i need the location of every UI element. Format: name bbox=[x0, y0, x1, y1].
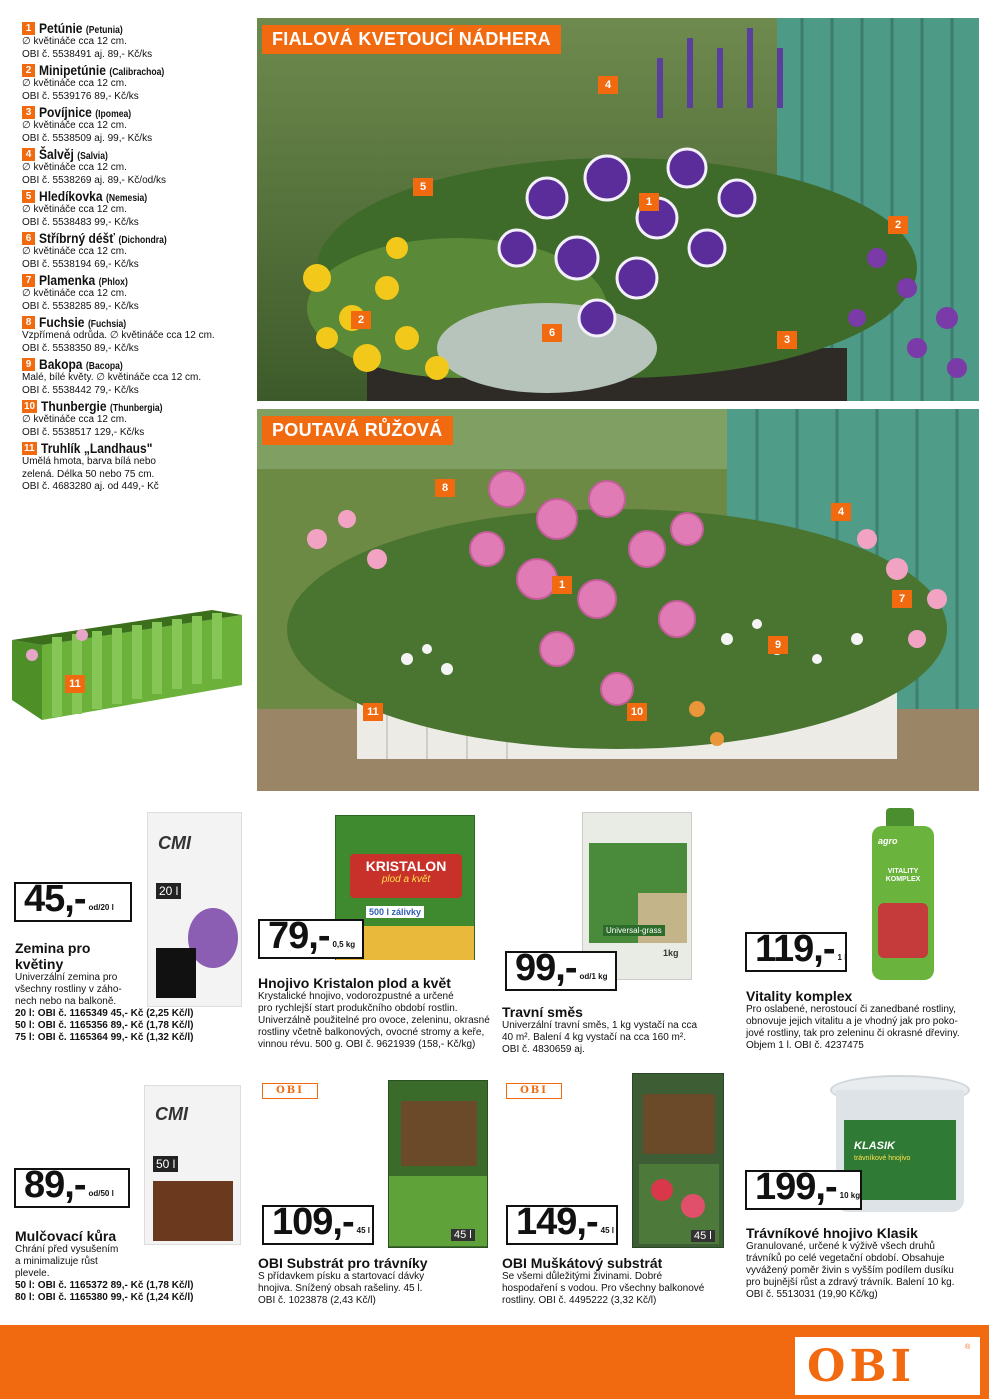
photo-badge: 3 bbox=[777, 331, 797, 349]
plant-detail-line: OBI č. 5538483 99,- Kč/ks bbox=[22, 216, 139, 228]
plant-detail-line: OBI č. 5538285 89,- Kč/ks bbox=[22, 300, 139, 312]
plant-item bbox=[22, 440, 257, 494]
plant-name: Bakopa (Bacopa) bbox=[39, 356, 123, 372]
plant-detail-line: ∅ květináče cca 12 cm. bbox=[22, 78, 127, 89]
trough-badge: 11 bbox=[65, 675, 85, 693]
plant-detail-line: ∅ květináče cca 12 cm. bbox=[22, 36, 127, 47]
plant-latin-name: (Fuchsia) bbox=[87, 319, 127, 330]
plant-detail-line: OBI č. 5538517 129,- Kč/ks bbox=[22, 426, 145, 438]
plant-detail-line: zelená. Délka 50 nebo 75 cm. bbox=[22, 468, 155, 480]
plant-number-badge: 10 bbox=[24, 400, 36, 412]
plant-name: Petúnie (Petunia) bbox=[39, 20, 123, 36]
klasik-bucket: KLASIK trávníkové hnojivo bbox=[830, 1075, 970, 1215]
grass-bag: Universal-grass 1kg bbox=[582, 812, 692, 980]
photo-violet-planter bbox=[257, 18, 979, 401]
plant-detail-line: Vzpřímená odrůda. ∅ květináče cca 12 cm. bbox=[22, 330, 215, 341]
plant-latin-name: (Phlox) bbox=[98, 277, 128, 288]
photo-badge: 8 bbox=[435, 479, 455, 497]
zemina-info: Zemina pro květiny Univerzální zemina pro všechny rostliny v záho- nech nebo na balkoně. 20 l: OBI č. 1165349 45,- Kč (2,25 Kč/l) 50 l: OBI č. 1165356 89,- Kč (1,78 Kč/l) 75 l: OBI č. 1165364 99,- Kč (1,32 Kč/l) bbox=[15, 940, 194, 1043]
plant-item bbox=[22, 188, 257, 229]
plant-latin-name: (Calibrachoa) bbox=[109, 67, 165, 78]
geranium-substrate-bag: 45 l bbox=[632, 1073, 724, 1248]
lawn-substrate-bag: 45 l bbox=[388, 1080, 488, 1248]
plant-detail-line: OBI č. 5538350 89,- Kč/ks bbox=[22, 342, 139, 354]
vitality-info: Vitality komplex Pro oslabené, nerostoucí či zanedbané rostliny, obnovuje jejich vitalitu a je vhodný jak pro poko- jové rostliny, tak pro zeleninu či okrasné dřeviny. Objem 1 l. OBI č. 4237475 bbox=[746, 988, 960, 1051]
plant-detail-line: ∅ květináče cca 12 cm. bbox=[22, 246, 127, 257]
photo-badge: 2 bbox=[351, 311, 371, 329]
bark-info: Mulčovací kůra Chrání před vysušením a minimalizuje růst plevele. 50 l: OBI č. 1165372 89,- Kč (1,78 Kč/l) 80 l: OBI č. 1165380 99,- Kč (1,24 Kč/l) bbox=[15, 1228, 194, 1303]
vitality-price: 119,- 1 l bbox=[745, 932, 847, 972]
plant-detail-line: ∅ květináče cca 12 cm. bbox=[22, 162, 127, 173]
plant-name: Hledíkovka (Nemesia) bbox=[39, 188, 148, 204]
bark-bag: CMI 50 l bbox=[144, 1085, 241, 1245]
photo-badge: 11 bbox=[363, 703, 383, 721]
lawn-substrate-info: OBI Substrát pro trávníky S přídavkem písku a startovací dávky hnojiva. Snížený obsah rašeliny. 45 l. OBI č. 1023878 (2,43 Kč/l) bbox=[258, 1255, 428, 1306]
plant-latin-name: (Ipomea) bbox=[95, 109, 132, 120]
plant-list bbox=[22, 20, 257, 495]
kristalon-price: 79,- 0,5 kg bbox=[258, 919, 364, 959]
zemina-price: 45,- od/20 l bbox=[14, 882, 132, 922]
lawn-substrate-price: 109,- 45 l bbox=[262, 1205, 374, 1245]
plant-detail-line: OBI č. 5538491 aj. 89,- Kč/ks bbox=[22, 48, 153, 60]
obi-logo[interactable]: OBI bbox=[807, 1341, 916, 1392]
grass-price: 99,- od/1 kg bbox=[505, 951, 617, 991]
obi-mini-badge: OBI bbox=[506, 1083, 562, 1099]
photo-badge: 7 bbox=[892, 590, 912, 608]
photo-badge: 4 bbox=[598, 76, 618, 94]
plant-detail-line: ∅ květináče cca 12 cm. bbox=[22, 204, 127, 215]
plant-latin-name: (Bacopa) bbox=[85, 361, 123, 372]
photo-badge: 6 bbox=[542, 324, 562, 342]
plant-number-badge: 5 bbox=[22, 190, 35, 203]
kristalon-box: KRISTALON plod a květ 500 l zálivky bbox=[335, 815, 475, 960]
photo-badge: 4 bbox=[831, 503, 851, 521]
photo-badge: 2 bbox=[888, 216, 908, 234]
bark-price: 89,- od/50 l bbox=[14, 1168, 130, 1208]
plant-item bbox=[22, 62, 257, 103]
plant-latin-name: (Thunbergia) bbox=[110, 403, 163, 414]
plant-item bbox=[22, 146, 257, 187]
plant-detail-line: ∅ květináče cca 12 cm. bbox=[22, 120, 127, 131]
plant-latin-name: (Nemesia) bbox=[106, 193, 148, 204]
plant-name: Fuchsie (Fuchsia) bbox=[39, 314, 127, 330]
plant-item bbox=[22, 398, 257, 439]
plant-number-badge: 6 bbox=[22, 232, 35, 245]
plant-detail-line: OBI č. 5538442 79,- Kč/ks bbox=[22, 384, 139, 396]
plant-detail-line: ∅ květináče cca 12 cm. bbox=[22, 288, 127, 299]
plant-detail-line: ∅ květináče cca 12 cm. bbox=[22, 414, 127, 425]
photo-pink-illustration bbox=[257, 409, 979, 791]
plant-item bbox=[22, 272, 257, 313]
trough-photo bbox=[12, 595, 250, 725]
registered-mark: ® bbox=[965, 1344, 971, 1351]
plant-number-badge: 11 bbox=[24, 442, 35, 454]
plant-name: Povíjnice (Ipomea) bbox=[39, 104, 132, 120]
plant-number-badge: 2 bbox=[22, 64, 35, 77]
plant-item bbox=[22, 314, 257, 355]
plant-number-badge: 9 bbox=[22, 358, 35, 371]
photo-badge: 9 bbox=[768, 636, 788, 654]
plant-detail-line: OBI č. 4683280 aj. od 449,- Kč bbox=[22, 481, 159, 492]
banner-pink: POUTAVÁ RŮŽOVÁ bbox=[262, 416, 453, 445]
plant-number-badge: 4 bbox=[22, 148, 35, 161]
grass-info: Travní směs Univerzální travní směs, 1 kg vystačí na cca 40 m². Balení 4 kg vystačí na cca 160 m². OBI č. 4830659 aj. bbox=[502, 1004, 698, 1055]
plant-latin-name: (Salvia) bbox=[77, 151, 108, 162]
banner-violet: FIALOVÁ KVETOUCÍ NÁDHERA bbox=[262, 25, 561, 54]
plant-detail-line: OBI č. 5538194 69,- Kč/ks bbox=[22, 258, 139, 270]
plant-detail-line: Malé, bílé květy. ∅ květináče cca 12 cm. bbox=[22, 372, 202, 383]
plant-number-badge: 3 bbox=[22, 106, 35, 119]
photo-badge: 10 bbox=[627, 703, 647, 721]
plant-name: Plamenka (Phlox) bbox=[39, 272, 128, 288]
plant-item bbox=[22, 20, 257, 61]
plant-detail-line: OBI č. 5538509 aj. 99,- Kč/ks bbox=[22, 132, 153, 144]
plant-name: Minipetúnie (Calibrachoa) bbox=[39, 62, 165, 78]
klasik-info: Trávníkové hnojivo Klasik Granulované, určené k výživě všech druhů trávníků po celé vegetační období. Obsahuje vyvážený poměr živin s vyšším podílem dusíku pro bujnější růst a zdravý trávník. Balení 10 kg. OBI č. 5513031 (19,90 Kč/kg) bbox=[746, 1225, 955, 1300]
plant-latin-name: (Dichondra) bbox=[118, 235, 167, 246]
klasik-price: 199,- 10 kg bbox=[745, 1170, 862, 1210]
photo-pink-planter bbox=[257, 409, 979, 791]
plant-name: Thunbergie (Thunbergia) bbox=[41, 398, 163, 414]
photo-badge: 5 bbox=[413, 178, 433, 196]
vitality-bottle: agro VITALITY KOMPLEX bbox=[868, 808, 938, 980]
photo-badge: 1 bbox=[552, 576, 572, 594]
plant-name: Truhlík „Landhaus" bbox=[40, 440, 152, 456]
plant-name: Šalvěj (Salvia) bbox=[39, 146, 108, 162]
obi-mini-badge: OBI bbox=[262, 1083, 318, 1099]
kristalon-info: Hnojivo Kristalon plod a květ Krystalické hnojivo, vodorozpustné a určené pro rychlejší start produkčního období rostlin. Univerzálně použitelné pro ovoce, zeleninu, okrasné rostliny včetně balkonových, ovocné stromy a keře, vinnou révu. 500 g. OBI č. 9621939 (158,- Kč/kg) bbox=[258, 975, 490, 1050]
plant-item bbox=[22, 356, 257, 397]
plant-detail-line: OBI č. 5539176 89,- Kč/ks bbox=[22, 90, 139, 102]
plant-detail-line: OBI č. 5538269 aj. 89,- Kč/od/ks bbox=[22, 174, 166, 186]
photo-violet-illustration bbox=[257, 18, 979, 401]
trough-illustration bbox=[12, 595, 250, 725]
geranium-substrate-price: 149,- 45 l bbox=[506, 1205, 618, 1245]
geranium-substrate-info: OBI Muškátový substrát Se všemi důležitými živinami. Dobré hospodaření s vodou. Pro všechny balkonové rostliny. OBI č. 4495222 (3,32 Kč/l) bbox=[502, 1255, 705, 1306]
zemina-bag: CMI 20 l bbox=[147, 812, 242, 1007]
plant-number-badge: 1 bbox=[22, 22, 35, 35]
plant-item bbox=[22, 230, 257, 271]
plant-latin-name: (Petunia) bbox=[85, 25, 123, 36]
plant-number-badge: 8 bbox=[22, 316, 35, 329]
plant-name: Stříbrný déšť (Dichondra) bbox=[39, 230, 167, 246]
plant-item bbox=[22, 104, 257, 145]
plant-detail-line: Umělá hmota, barva bílá nebo bbox=[22, 456, 156, 467]
photo-badge: 1 bbox=[639, 193, 659, 211]
plant-number-badge: 7 bbox=[22, 274, 35, 287]
